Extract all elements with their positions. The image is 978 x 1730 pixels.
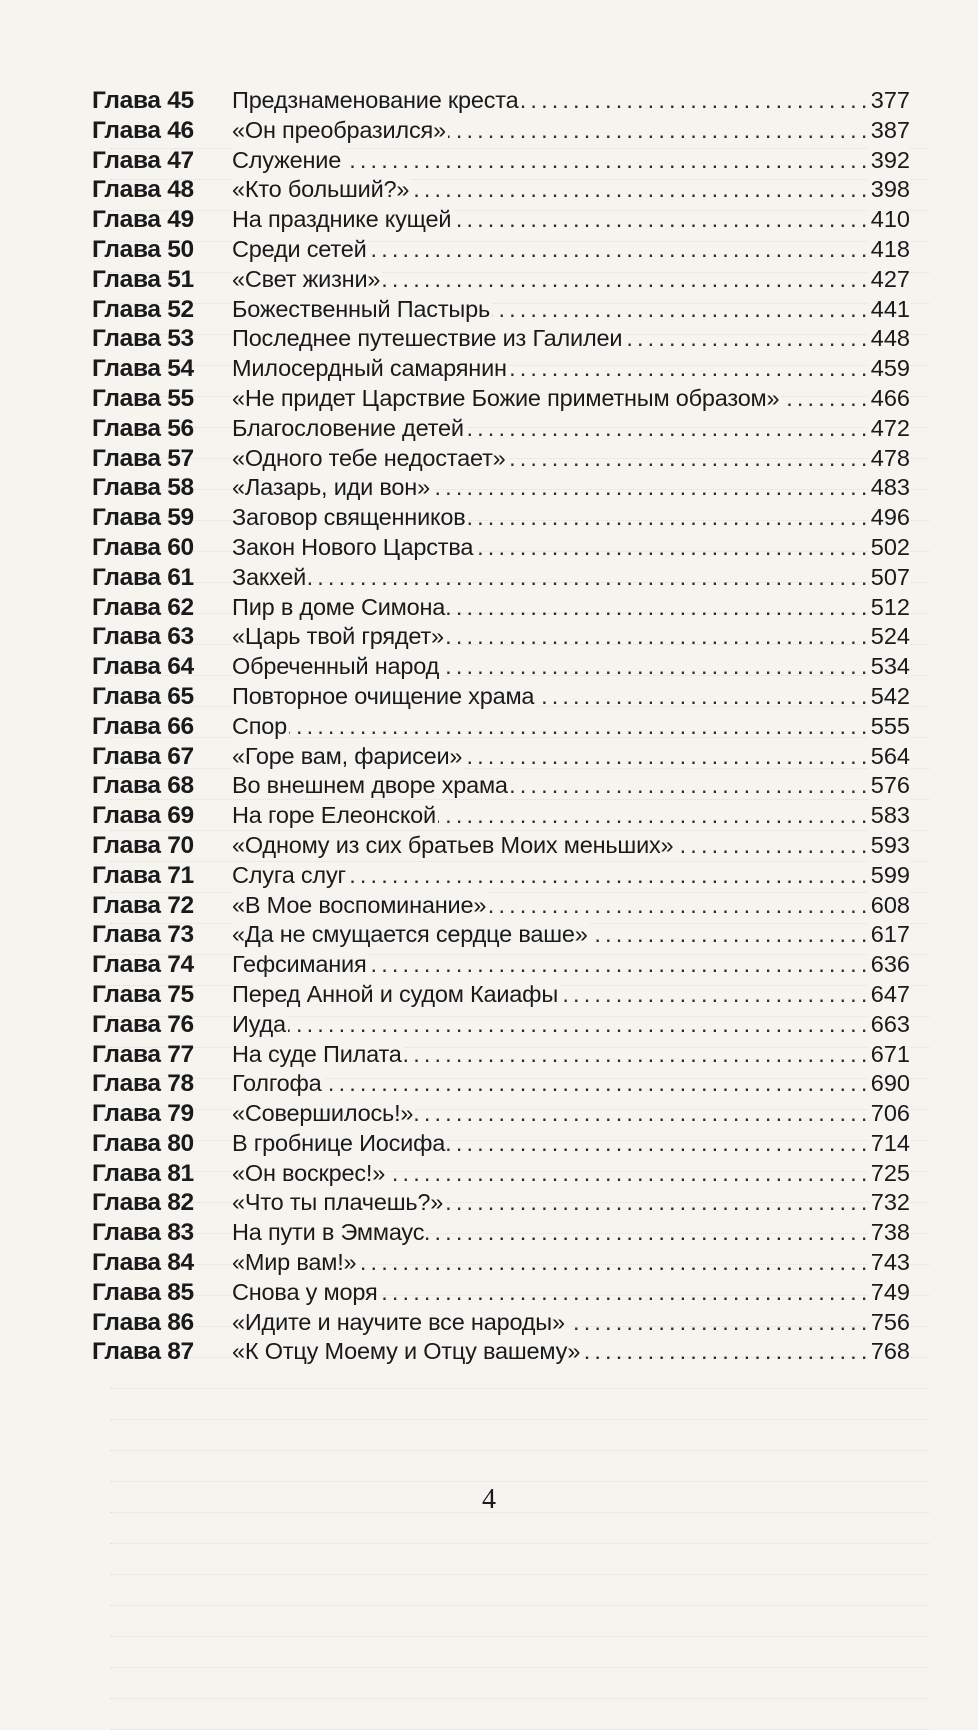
chapter-label: Глава 47 bbox=[92, 146, 194, 174]
chapter-title: «К Отцу Моему и Отцу вашему» bbox=[232, 1338, 581, 1365]
chapter-label: Глава 67 bbox=[92, 742, 194, 770]
chapter-label: Глава 71 bbox=[92, 861, 194, 889]
chapter-title-leader bbox=[232, 1248, 869, 1278]
chapter-title-leader bbox=[232, 891, 869, 921]
chapter-label: Глава 86 bbox=[92, 1308, 194, 1336]
chapter-label: Глава 49 bbox=[92, 206, 194, 234]
chapter-title-leader bbox=[232, 1278, 869, 1308]
toc-entry bbox=[92, 503, 910, 533]
toc-entry bbox=[92, 1099, 910, 1129]
chapter-label: Глава 48 bbox=[92, 176, 194, 204]
chapter-label: Глава 64 bbox=[92, 653, 194, 681]
chapter-title: Снова у моря bbox=[232, 1278, 378, 1305]
page-ref: 636 bbox=[869, 950, 910, 980]
chapter-title: Во внешнем дворе храма bbox=[232, 772, 508, 799]
chapter-label: Глава 61 bbox=[92, 563, 194, 591]
chapter-label: Глава 52 bbox=[92, 295, 194, 323]
chapter-label: Глава 58 bbox=[92, 474, 194, 502]
page-ref: 756 bbox=[869, 1308, 910, 1338]
page-ref: 472 bbox=[869, 414, 910, 444]
chapter-title-leader bbox=[232, 444, 869, 474]
toc-entry bbox=[92, 1010, 910, 1040]
chapter-label: Глава 57 bbox=[92, 444, 194, 472]
page-ref: 749 bbox=[869, 1278, 910, 1308]
chapter-title-leader bbox=[232, 414, 869, 444]
chapter-title: Служение bbox=[232, 146, 342, 173]
page-ref: 441 bbox=[869, 295, 910, 325]
chapter-label: Глава 53 bbox=[92, 325, 194, 353]
toc-entry bbox=[92, 682, 910, 712]
page-ref: 427 bbox=[869, 265, 910, 295]
chapter-label: Глава 60 bbox=[92, 533, 194, 561]
chapter-title: Среди сетей bbox=[232, 235, 367, 262]
chapter-title: «Одному из сих братьев Моих меньших» bbox=[232, 831, 674, 858]
page-ref: 466 bbox=[869, 384, 910, 414]
chapter-title-leader bbox=[232, 742, 869, 772]
toc-entry bbox=[92, 861, 910, 891]
toc-entry bbox=[92, 771, 910, 801]
toc-entry bbox=[92, 86, 910, 116]
chapter-label: Глава 77 bbox=[92, 1040, 194, 1068]
chapter-title: Милосердный самарянин bbox=[232, 355, 507, 382]
page-ref: 576 bbox=[869, 771, 910, 801]
chapter-label: Глава 84 bbox=[92, 1249, 194, 1277]
chapter-title-leader bbox=[232, 1159, 869, 1189]
page-ref: 410 bbox=[869, 205, 910, 235]
toc-entry bbox=[92, 354, 910, 384]
chapter-title-leader bbox=[232, 1188, 869, 1218]
toc-entry bbox=[92, 563, 910, 593]
chapter-title: Обреченный народ bbox=[232, 653, 440, 680]
page-ref: 732 bbox=[869, 1188, 910, 1218]
chapter-label: Глава 69 bbox=[92, 802, 194, 830]
page-ref: 608 bbox=[869, 891, 910, 921]
toc-entry bbox=[92, 473, 910, 503]
chapter-title-leader bbox=[232, 652, 869, 682]
chapter-title-leader bbox=[232, 324, 869, 354]
chapter-title-leader bbox=[232, 1010, 869, 1040]
page-ref: 714 bbox=[869, 1129, 910, 1159]
toc-entry bbox=[92, 146, 910, 176]
toc-entry bbox=[92, 235, 910, 265]
chapter-title: На горе Елеонской bbox=[232, 802, 436, 829]
chapter-label: Глава 54 bbox=[92, 355, 194, 383]
chapter-label: Глава 46 bbox=[92, 116, 194, 144]
chapter-title-leader bbox=[232, 533, 869, 563]
chapter-title: Божественный Пастырь bbox=[232, 295, 490, 322]
chapter-title-leader bbox=[232, 771, 869, 801]
chapter-title: Предзнаменование креста bbox=[232, 87, 519, 113]
chapter-title: «Он воскрес!» bbox=[232, 1159, 386, 1186]
page-ref: 564 bbox=[869, 742, 910, 772]
chapter-title: «Царь твой грядет» bbox=[232, 623, 444, 650]
chapter-title: «Не придет Царствие Божие приметным образом» bbox=[232, 384, 780, 411]
toc-entry bbox=[92, 175, 910, 205]
toc-entry bbox=[92, 1069, 910, 1099]
page-ref: 398 bbox=[869, 175, 910, 205]
chapter-title-leader bbox=[232, 503, 869, 533]
chapter-label: Глава 62 bbox=[92, 593, 194, 621]
toc-entry bbox=[92, 1308, 910, 1338]
toc-entry bbox=[92, 444, 910, 474]
toc-entry bbox=[92, 652, 910, 682]
page-ref: 599 bbox=[869, 861, 910, 891]
toc-entry bbox=[92, 265, 910, 295]
page-ref: 507 bbox=[869, 563, 910, 593]
chapter-title-leader bbox=[232, 1129, 869, 1159]
chapter-label: Глава 65 bbox=[92, 682, 194, 710]
toc-entry bbox=[92, 712, 910, 742]
chapter-label: Глава 79 bbox=[92, 1100, 194, 1128]
chapter-label: Глава 83 bbox=[92, 1219, 194, 1247]
toc-entry bbox=[92, 1040, 910, 1070]
page-ref: 448 bbox=[869, 324, 910, 354]
chapter-title-leader bbox=[232, 563, 869, 593]
chapter-title: Спор bbox=[232, 712, 288, 739]
chapter-title-leader bbox=[232, 682, 869, 712]
chapter-title-leader bbox=[232, 473, 869, 503]
page-ref: 743 bbox=[869, 1248, 910, 1278]
chapter-title: Пир в доме Симона bbox=[232, 593, 446, 620]
chapter-title: На празднике кущей bbox=[232, 206, 452, 233]
chapter-label: Глава 81 bbox=[92, 1159, 194, 1187]
chapter-title-leader bbox=[232, 1337, 869, 1367]
toc-entry bbox=[92, 295, 910, 325]
chapter-label: Глава 68 bbox=[92, 772, 194, 800]
toc-entry bbox=[92, 950, 910, 980]
chapter-label: Глава 85 bbox=[92, 1278, 194, 1306]
toc-entry bbox=[92, 831, 910, 861]
page-ref: 555 bbox=[869, 712, 910, 742]
chapter-title-leader bbox=[232, 116, 869, 146]
chapter-label: Глава 76 bbox=[92, 1010, 194, 1038]
chapter-title-leader bbox=[232, 295, 869, 325]
chapter-title-leader bbox=[232, 354, 869, 384]
chapter-title: «Идите и научите все народы» bbox=[232, 1308, 565, 1335]
toc-entry bbox=[92, 801, 910, 831]
chapter-title-leader bbox=[232, 980, 869, 1010]
chapter-label: Глава 66 bbox=[92, 712, 194, 740]
chapter-title-leader bbox=[232, 86, 869, 116]
page-ref: 647 bbox=[869, 980, 910, 1010]
chapter-label: Глава 51 bbox=[92, 265, 194, 293]
chapter-label: Глава 55 bbox=[92, 384, 194, 412]
chapter-label: Глава 87 bbox=[92, 1338, 194, 1366]
toc-entry bbox=[92, 980, 910, 1010]
page-ref: 418 bbox=[869, 235, 910, 265]
chapter-label: Глава 72 bbox=[92, 891, 194, 919]
page-ref: 478 bbox=[869, 444, 910, 474]
chapter-title-leader bbox=[232, 1308, 869, 1338]
chapter-title-leader bbox=[232, 384, 869, 414]
chapter-label: Глава 74 bbox=[92, 951, 194, 979]
chapter-label: Глава 75 bbox=[92, 980, 194, 1008]
chapter-title: «Одного тебе недостает» bbox=[232, 444, 506, 471]
page-number: 4 bbox=[482, 1484, 496, 1515]
toc-entry bbox=[92, 1159, 910, 1189]
chapter-title: «Горе вам, фарисеи» bbox=[232, 742, 463, 769]
chapter-label: Глава 70 bbox=[92, 831, 194, 859]
chapter-title-leader bbox=[232, 593, 869, 623]
chapter-title: Благословение детей bbox=[232, 414, 464, 441]
chapter-title-leader bbox=[232, 831, 869, 861]
chapter-title: «Мир вам!» bbox=[232, 1249, 357, 1276]
chapter-title: Повторное очищение храма bbox=[232, 682, 535, 709]
page-ref: 690 bbox=[869, 1069, 910, 1099]
chapter-title-leader bbox=[232, 205, 869, 235]
toc-entry bbox=[92, 1188, 910, 1218]
chapter-label: Глава 50 bbox=[92, 235, 194, 263]
toc-entry bbox=[92, 920, 910, 950]
page-ref: 725 bbox=[869, 1159, 910, 1189]
chapter-title-leader bbox=[232, 175, 869, 205]
chapter-title: «Он преобразился» bbox=[232, 116, 446, 143]
toc-entry bbox=[92, 414, 910, 444]
chapter-title-leader bbox=[232, 801, 869, 831]
page-ref: 459 bbox=[869, 354, 910, 384]
table-of-contents bbox=[92, 86, 910, 1367]
chapter-title: Закхей bbox=[232, 563, 307, 590]
chapter-title-leader bbox=[232, 920, 869, 950]
toc-entry bbox=[92, 593, 910, 623]
chapter-label: Глава 80 bbox=[92, 1129, 194, 1157]
page-ref: 483 bbox=[869, 473, 910, 503]
chapter-title-leader bbox=[232, 1069, 869, 1099]
page-ref: 512 bbox=[869, 593, 910, 623]
chapter-title-leader bbox=[232, 235, 869, 265]
chapter-title: «Свет жизни» bbox=[232, 265, 381, 292]
toc-entry bbox=[92, 324, 910, 354]
page-ref: 768 bbox=[869, 1337, 910, 1367]
page-ref: 617 bbox=[869, 920, 910, 950]
chapter-title: Слуга слуг bbox=[232, 861, 346, 888]
page-ref: 502 bbox=[869, 533, 910, 563]
page-ref: 387 bbox=[869, 116, 910, 146]
page-ref: 593 bbox=[869, 831, 910, 861]
chapter-title: Последнее путешествие из Галилеи bbox=[232, 325, 623, 352]
page-ref: 583 bbox=[869, 801, 910, 831]
chapter-title-leader bbox=[232, 861, 869, 891]
chapter-title: Перед Анной и судом Каиафы bbox=[232, 980, 559, 1007]
chapter-title: Заговор священников bbox=[232, 504, 466, 531]
toc-entry bbox=[92, 1337, 910, 1367]
page-ref: 671 bbox=[869, 1040, 910, 1070]
chapter-title: В гробнице Иосифа bbox=[232, 1129, 446, 1156]
chapter-title: «Что ты плачешь?» bbox=[232, 1189, 444, 1216]
toc-entry bbox=[92, 1248, 910, 1278]
chapter-title-leader bbox=[232, 712, 869, 742]
toc-entry bbox=[92, 891, 910, 921]
page-ref: 706 bbox=[869, 1099, 910, 1129]
chapter-label: Глава 56 bbox=[92, 414, 194, 442]
page-ref: 738 bbox=[869, 1218, 910, 1248]
chapter-label: Глава 82 bbox=[92, 1189, 194, 1217]
toc-entry bbox=[92, 205, 910, 235]
toc-entry bbox=[92, 533, 910, 563]
page-ref: 542 bbox=[869, 682, 910, 712]
toc-entry bbox=[92, 1129, 910, 1159]
toc-entry bbox=[92, 384, 910, 414]
chapter-label: Глава 59 bbox=[92, 504, 194, 532]
page-ref: 392 bbox=[869, 146, 910, 176]
chapter-title: На пути в Эммаус bbox=[232, 1219, 425, 1246]
page-ref: 496 bbox=[869, 503, 910, 533]
chapter-title-leader bbox=[232, 146, 869, 176]
chapter-title: Гефсимания bbox=[232, 951, 367, 978]
chapter-title: «В Мое воспоминание» bbox=[232, 891, 487, 918]
chapter-title: Иуда bbox=[232, 1010, 286, 1037]
chapter-title-leader bbox=[232, 950, 869, 980]
chapter-label: Глава 73 bbox=[92, 921, 194, 949]
chapter-label: Глава 45 bbox=[92, 87, 194, 114]
chapter-title: На суде Пилата bbox=[232, 1040, 402, 1067]
page-ref: 534 bbox=[869, 652, 910, 682]
chapter-title: Закон Нового Царства bbox=[232, 533, 474, 560]
chapter-title-leader bbox=[232, 265, 869, 295]
toc-entry bbox=[92, 742, 910, 772]
toc-entry bbox=[92, 622, 910, 652]
chapter-title: Голгофа bbox=[232, 1070, 322, 1097]
page-ref: 377 bbox=[869, 86, 910, 116]
chapter-title-leader bbox=[232, 1218, 869, 1248]
page-ref: 524 bbox=[869, 622, 910, 652]
chapter-label: Глава 78 bbox=[92, 1070, 194, 1098]
chapter-title-leader bbox=[232, 1099, 869, 1129]
chapter-title: «Совершилось!» bbox=[232, 1100, 414, 1127]
chapter-label: Глава 63 bbox=[92, 623, 194, 651]
toc-entry bbox=[92, 1218, 910, 1248]
toc-entry bbox=[92, 1278, 910, 1308]
chapter-title-leader bbox=[232, 622, 869, 652]
chapter-title: «Кто больший?» bbox=[232, 176, 410, 203]
chapter-title-leader bbox=[232, 1040, 869, 1070]
chapter-title: «Лазарь, иди вон» bbox=[232, 474, 430, 501]
page-ref: 663 bbox=[869, 1010, 910, 1040]
chapter-title: «Да не смущается сердце ваше» bbox=[232, 921, 588, 948]
toc-entry bbox=[92, 116, 910, 146]
